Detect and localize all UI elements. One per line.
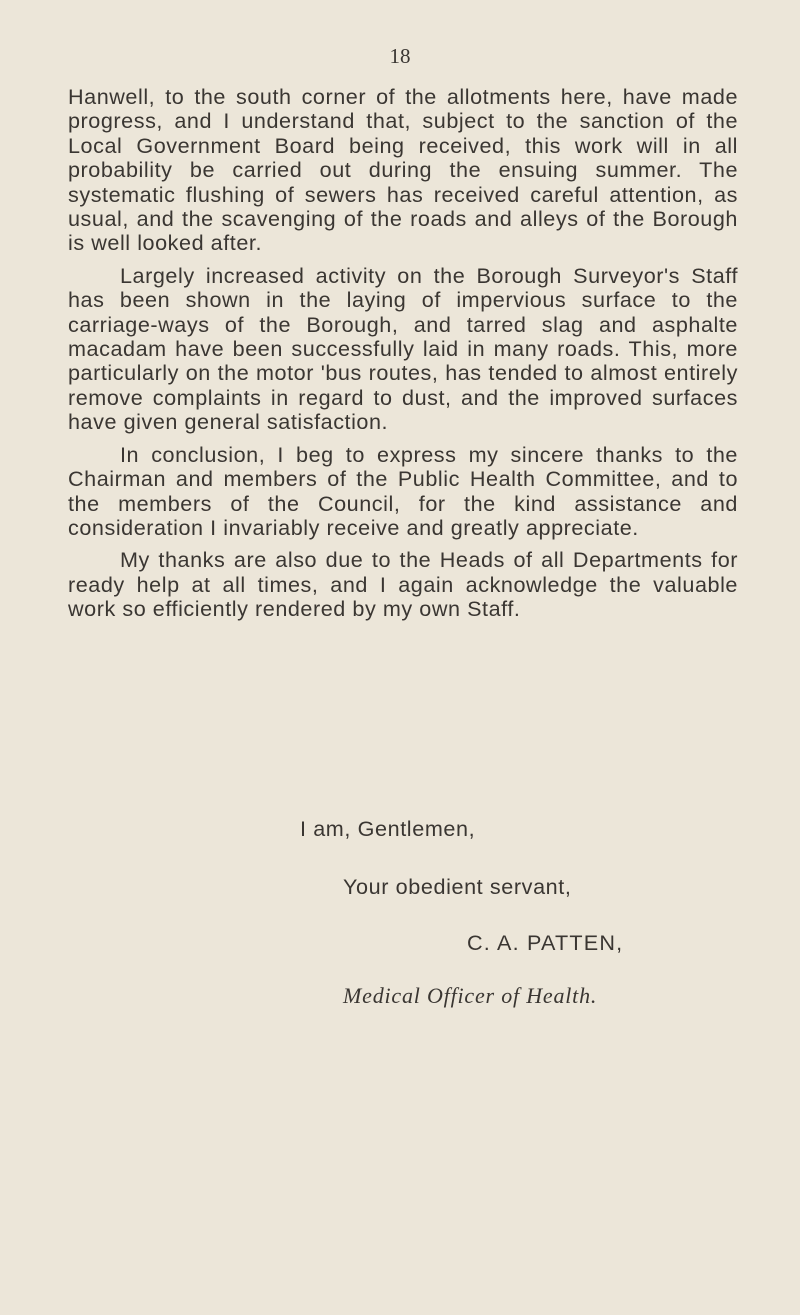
page-number: 18	[389, 44, 411, 68]
signatory-text: C. A. PATTEN,	[467, 930, 624, 955]
paragraph-thanks: My thanks are also due to the Heads of all Departments for ready help at all times, and I again acknowledge the valuable work so efficiently rendered by my own Staff.	[68, 547, 738, 622]
salutation-text: I am, Gentlemen,	[300, 816, 476, 841]
signatory-title-text: Medical Officer of Health.	[343, 983, 598, 1008]
paragraph-continuation: Hanwell, to the south corner of the allotments here, have made progress, and I understand that, subject to the sanction of the Local Government Board being received, this work will in all probability be carried out during the ensuing summer. The systematic flushing of sewers has received careful attention, as usual, and the scavenging of the roads and alleys of the Borough is well looked after.	[68, 84, 738, 256]
paragraph-surveyor-staff: Largely increased activity on the Borough Surveyor's Staff has been shown in the laying of impervious surface to the carriage-ways of the Borough, and tarred slag and asphalte macadam have been successfully laid in many roads. This, more particularly on the motor 'bus routes, has tended to almost entirely remove complaints in regard to dust, and the improved surfaces have given general satisfaction.	[68, 262, 738, 435]
paragraph-conclusion: In conclusion, I beg to express my sincere thanks to the Chairman and members of the Public Health Committee, and to the members of the Council, for the kind assistance and consideration I invariably receive and greatly appreciate.	[68, 441, 738, 540]
report-body	[68, 85, 738, 630]
servant-text: Your obedient servant,	[343, 874, 572, 899]
